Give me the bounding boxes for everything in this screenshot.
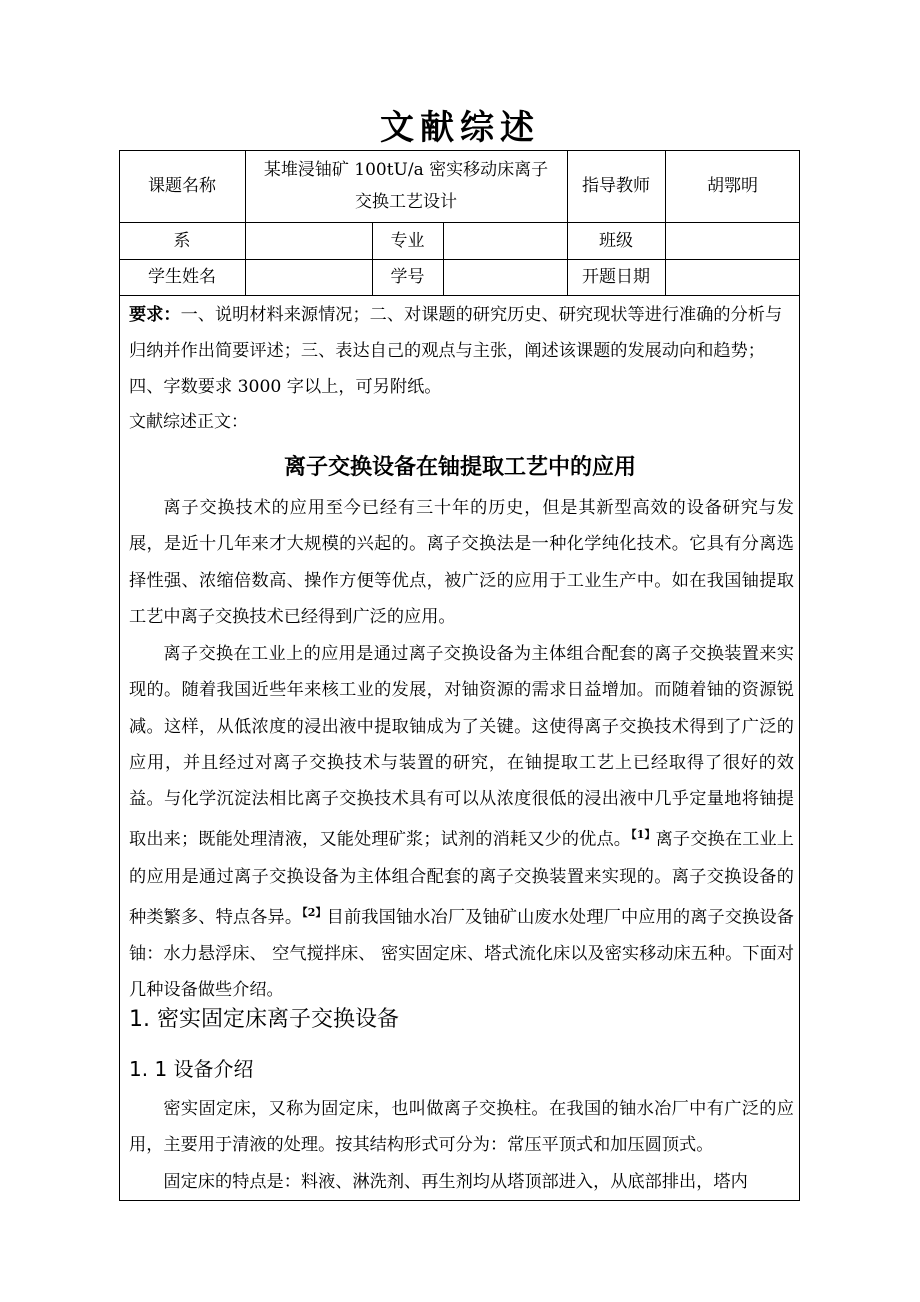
student-no-label: 学号: [390, 267, 425, 287]
document-title: 文献综述: [380, 108, 540, 148]
requirements-label: 要求：: [129, 305, 181, 325]
paragraph-text: 离子交换在工业上的应用是通过离子交换设备为主体组合配套的离子交换装置来实现的。离子交换设备的种类繁多、特点各异。: [129, 830, 794, 928]
dept-label: 系: [173, 230, 191, 251]
paragraph: 离子交换技术的应用至今已经有三十年的历史，但是其新型高效的设备研究与发展，是近十几年来才大规模的兴起的。离子交换法是一种化学纯化技术。它具有分离选择性强、浓缩倍数高、操作方便等优点，被广泛的应用于工业生产中。如在我国铀提取工艺中离子交换技术已经得到广泛的应用。: [129, 498, 794, 627]
citation-marker: 【2】: [302, 905, 327, 919]
citation-marker: 【1】: [631, 828, 656, 842]
class-label: 班级: [599, 230, 633, 251]
paragraph: 密实固定床，又称为固定床，也叫做离子交换柱。在我国的铀水冶厂中有广泛的应用，主要用于清液的处理。按其结构形式可分为：常压平顶式和加压圆顶式。: [129, 1099, 794, 1156]
section-title: 离子交换设备在铀提取工艺中的应用: [283, 455, 636, 480]
requirements-text: 一、说明材料来源情况；二、对课题的研究历史、研究现状等进行准确的分析与归纳并作出简要评述；三、表达自己的观点与主张，阐述该课题的发展动向和趋势；四、字数要求 3000 字以上，可另附纸。: [129, 305, 783, 397]
table-divider: [443, 222, 444, 295]
heading-level-2: 1. 1 设备介绍: [129, 1057, 254, 1081]
topic-value: [245, 150, 567, 222]
table-divider: [119, 295, 800, 296]
topic-label: 课题名称: [148, 176, 216, 196]
paragraph-text: 离子交换在工业上的应用是通过离子交换设备为主体组合配套的离子交换装置来实现的。随着我国近些年来核工业的发展，对铀资源的需求日益增加。而随着铀的资源锐减。这样，从低浓度的浸出液中提取铀成为了关键。这使得离子交换技术得到了广泛的应用，并且经过对离子交换技术与装置的研究，在铀提取工艺上已经取得了很好的效益。与化学沉淀法相比离子交换技术具有可以从浓度很低的浸出液中几乎定量地将铀提取出来；既能处理清液，又能处理矿浆；试剂的消耗又少的优点。: [129, 644, 794, 851]
requirements: [129, 297, 797, 405]
student-name-label: 学生姓名: [148, 267, 216, 287]
advisor-value: 胡鄂明: [707, 176, 758, 196]
topic-line-1: 某堆浸铀矿 100tU/a 密实移动床离子: [263, 160, 549, 180]
start-date-label: 开题日期: [582, 267, 650, 287]
paragraph: 固定床的特点是：料液、淋洗剂、再生剂均从塔顶部进入，从底部排出，塔内: [163, 1172, 748, 1192]
heading-level-1: 1. 密实固定床离子交换设备: [129, 1007, 399, 1032]
advisor-label: 指导教师: [582, 176, 650, 196]
paragraph: [129, 636, 794, 1008]
major-label: 专业: [390, 230, 425, 251]
paragraph-text: 目前我国铀水冶厂及铀矿山废水处理厂中应用的离子交换设备铀：水力悬浮床、 空气搅拌床、 密实固定床、塔式流化床以及密实移动床五种。下面对几种设备做些介绍。: [129, 907, 794, 1001]
body-label: 文献综述正文：: [129, 412, 248, 432]
topic-line-2: 交换工艺设计: [355, 192, 457, 212]
